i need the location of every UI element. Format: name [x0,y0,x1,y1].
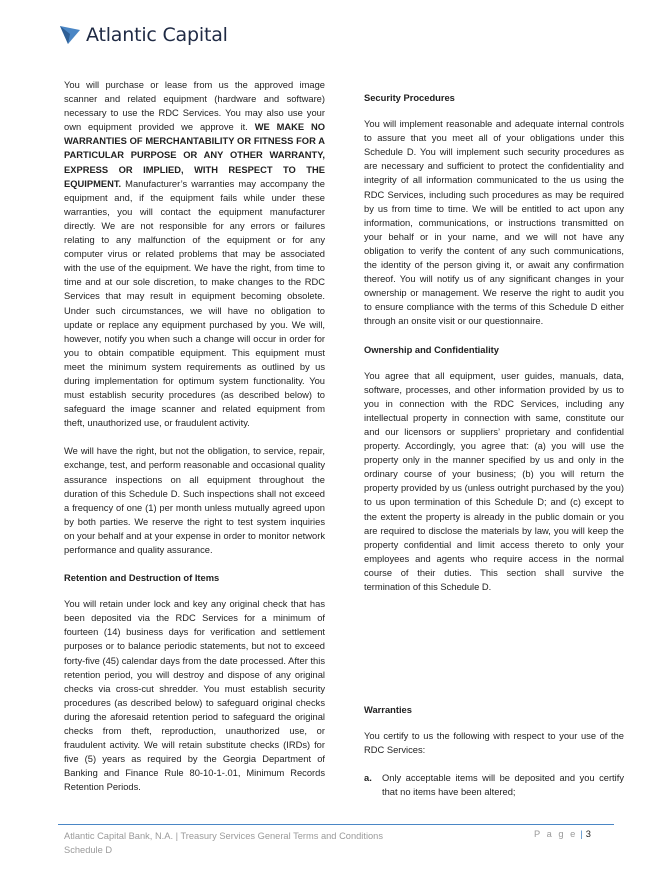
list-text: Only acceptable items will be deposited and you certify that no items have been altered; [382,773,624,798]
logo-mark-icon [58,24,82,46]
equipment-paragraph [64,78,325,430]
equipment-text-continued: Manufacturer’s warranties may accompany the equipment and, if the equipment fails while under these warranties, you will contact the equipment manufacturer directly. We are not responsible for any errors or failures relating to any malfunction of the equipment or for any computer virus or related problems that may be associated with the use of the equipment. We have the right, from time to time and at our sole discretion, to make changes to the RDC Services that may result in equipment becoming obsolete. Under such circumstances, we will have no obligation to update or replace any equipment purchased by you. We will, however, notify you when such a change will occur in order for you to obtain compatible equipment. This equipment must meet the minimum system requirements as outlined by us during implementation for optimum system functionality. You must establish security procedures (as described below) to safeguard the image scanner and related equipment from theft, unauthorized use, or fraudulent activity. [64,178,325,429]
heading-warranties: Warranties [364,705,412,716]
warranty-disclaimer: WE MAKE NO WARRANTIES OF MERCHANTABILITY OR FITNESS FOR A PARTICULAR PURPOSE OR ANY OTHER WARRANTY, EXPRESS OR IMPLIED, WITH RESPECT TO THE EQUIPMENT. [64,122,326,189]
footer-divider [58,824,614,825]
right-column [364,91,624,800]
warranties-paragraph: You certify to us the following with respect to your use of the RDC Services: [364,731,624,756]
equipment-text: You will purchase or lease from us the approved image scanner and related equipment (hardware and software) necessary to use the RDC Services. You may also use your own equipment provided we approve it. [64,80,325,133]
heading-security: Security Procedures [364,93,455,103]
service-paragraph: We will have the right, but not the obligation, to service, repair, exchange, test, and perform reasonable and occasional quality assurance inspections on all equipment throughout the duration of this Schedule D. Such inspections shall not exceed a frequency of one (1) per month unless mutually agreed upon by both parties. We reserve the right to test system inquiries on your behalf and at your expense in order to monitor network performance and quality assurance. [64,446,325,555]
page-number: 3 [585,829,591,839]
footer-title: Atlantic Capital Bank, N.A. | Treasury Services General Terms and Conditions [64,831,383,841]
footer [64,829,383,857]
list-letter: a. [364,773,372,784]
page-label: P a g e [534,829,578,839]
left-column [64,78,325,809]
retention-paragraph: You will retain under lock and key any original check that has been deposited via the RDC Services for a minimum of fourteen (14) business days for verification and settlement purposes or to balance periodic statements, but not to exceed forty-five (45) calendar days from the date processed. After this retention period, you will destroy and dispose of any original checks via cross-cut shredder. You must establish security procedures (as described below) to safeguard original checks during the aforesaid retention period to safeguard the original checks from theft, reproduction, unauthorized use, or fraudulent activity. We will retain substitute checks (IRDs) for five (5) years as required by the Georgia Department of Banking and Finance Rule 80-10-1-.01, Minimum Records Retention Periods. [64,599,325,793]
company-logo [58,24,228,46]
company-name: Atlantic Capital [86,24,228,46]
footer-subtitle: Schedule D [64,845,113,855]
security-paragraph: You will implement reasonable and adequate internal controls to assure that you meet all of your obligations under this Schedule D. You will implement such security procedures as are necessary and sufficient to protect the confidentiality and integrity of all information communicated to the us using the RDC Services, including such procedures as may be required by us from time to time. We will be entitled to act upon any information, communications, or instructions transmitted on your behalf or in your name, and we will not have any obligation to verify the content of any such communications, the identity of the person giving it, or await any confirmation thereof. You will notify us of any significant changes in your ownership or management. We reserve the right to audit you to ensure compliance with the terms of this Schedule D either through an onsite visit or our questionnaire. [364,119,624,327]
heading-retention: Retention and Destruction of Items [64,573,220,584]
page-indicator: P a g e | 3 [534,829,591,839]
list-item [364,771,624,799]
ownership-paragraph: You agree that all equipment, user guides, manuals, data, software, processes, and other information provided by us to you in connection with the RDC Services, including any intellectual property in connection with same, constitute our and our licensors or suppliers’ proprietary and confidential property. Accordingly, you agree that: (a) you will use the property only in the manner specified by us and only in the ordinary course of your business; (b) you will return the property provided by us (unless outright purchased by the you) to us upon termination of this Schedule D; and (c) except to the extent the property is already in the public domain or you are required to disclose the materials by law, you will keep the property confidential and limit access thereto to only your employees and agents who require access in the normal course of their duties. This section shall survive the termination of this Schedule D. [364,370,624,592]
heading-ownership: Ownership and Confidentiality [364,344,499,355]
